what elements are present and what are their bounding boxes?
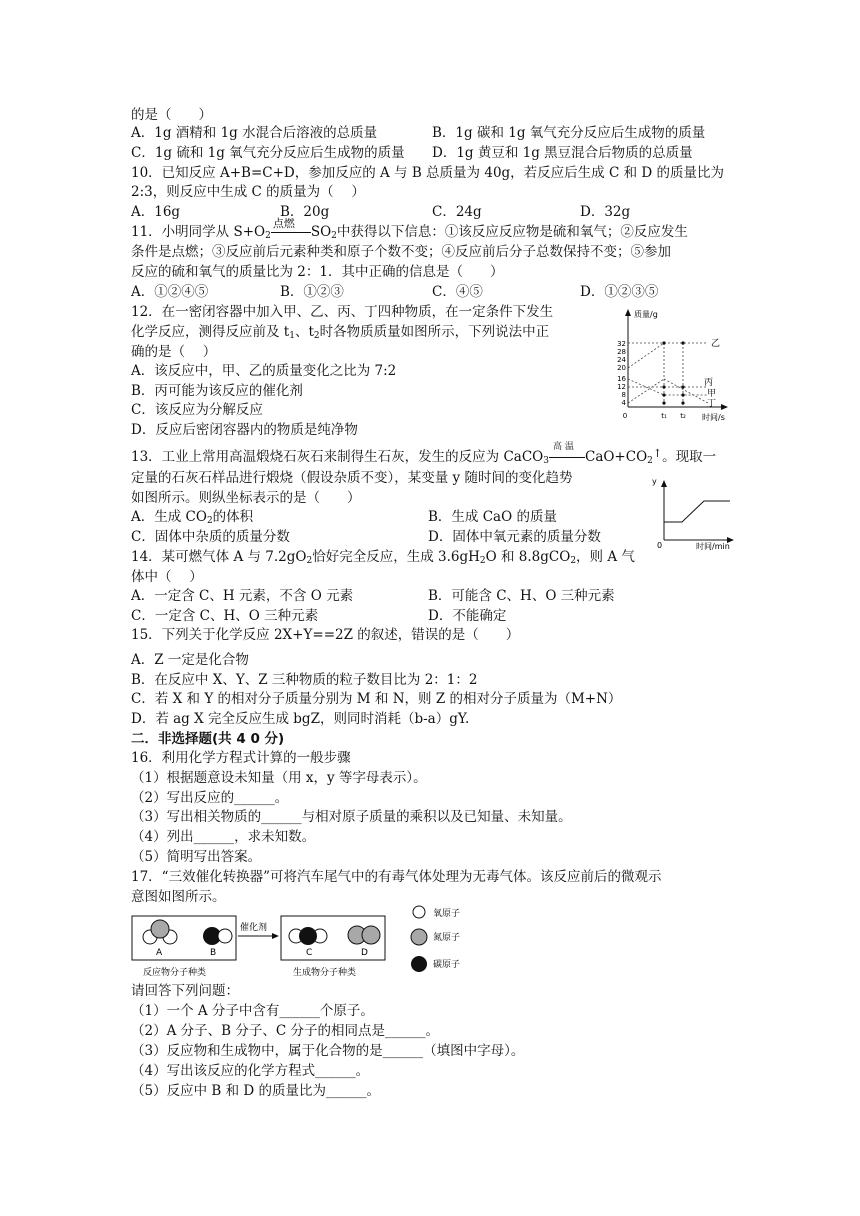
q14-text-d: ，则 A 气 xyxy=(576,549,635,565)
q13-trend-chart xyxy=(652,474,740,550)
q12-ytick-4: 4 xyxy=(621,399,626,407)
q12-label-jia: 甲 xyxy=(707,389,717,399)
q12-point-bing-t1 xyxy=(662,385,665,388)
q12-option-b[interactable]: B．丙可能为该反应的催化剂 xyxy=(131,383,303,399)
q10-option-c[interactable]: C．24g xyxy=(432,204,482,220)
q17-sub-1[interactable]: （1）一个 A 分子中含有______个原子。 xyxy=(131,1003,374,1019)
q17-label-b: B xyxy=(210,948,217,958)
q12-label-yi: 乙 xyxy=(711,339,721,349)
q17-sub-3[interactable]: （3）反应物和生成物中，属于化合物的是______（填图中字母）。 xyxy=(131,1043,525,1059)
q12-label-ding: 丁 xyxy=(707,399,717,409)
q11-text-a: 11．小明同学从 S+O xyxy=(131,224,266,240)
q17-caption-right: 生成物分子种类 xyxy=(293,968,357,978)
q12-mass-chart xyxy=(612,305,732,427)
q11-sub2: 2 xyxy=(331,231,337,241)
q17-molecule-b xyxy=(203,927,232,945)
q11-option-c[interactable]: C．④⑤ xyxy=(432,284,483,300)
q14-option-c[interactable]: C．一定含 C、H、O 三种元素 xyxy=(131,608,319,624)
q14-text-b: 恰好完全反应，生成 3.6gH xyxy=(312,549,480,565)
q11-option-d[interactable]: D．①②③⑤ xyxy=(580,284,659,300)
q13-condition-text: 高 温 xyxy=(552,442,574,452)
q11-condition-arrow xyxy=(271,217,311,241)
q17-legend-nitrogen: 氮原子 xyxy=(433,933,461,943)
q13-text-c: 。现取一 xyxy=(662,449,717,465)
q9-option-d[interactable]: D．1g 黄豆和 1g 黑豆混合后物质的总质量 xyxy=(432,145,693,161)
q17-molecule-c xyxy=(289,927,327,945)
q10-stem-line2: 2:3，则反应中生成 C 的质量为（ ） xyxy=(131,184,365,200)
q11-text-b: SO xyxy=(310,224,332,240)
q14-sub-h2: 2 xyxy=(479,556,486,566)
q12-ytick-32: 32 xyxy=(617,340,626,348)
q12-ytick-12: 12 xyxy=(617,383,626,391)
q16-step-5: （5）简明写出答案。 xyxy=(131,849,262,865)
q14-option-b[interactable]: B．可能含 C、H、O 三种元素 xyxy=(428,588,615,604)
q12-text-c: 时各物质质量如图所示，下列说法中正 xyxy=(319,324,550,340)
q12-text-b: 、t xyxy=(294,324,314,340)
q14-sub-o2: 2 xyxy=(306,556,313,566)
q17-label-a: A xyxy=(156,948,163,958)
q14-stem-line1 xyxy=(131,548,635,570)
q14-text-c: O 和 8.8gCO xyxy=(485,549,571,565)
q13-stem-line2: 定量的石灰石样品进行煅烧（假设杂质不变），某变量 y 随时间的变化趋势 xyxy=(131,470,573,486)
q16-step-1: （1）根据题意设未知量（用 x，y 等字母表示）。 xyxy=(131,770,427,786)
q12-point-jia-t2 xyxy=(681,393,684,396)
q12-option-a[interactable]: A．该反应中，甲、乙的质量变化之比为 7:2 xyxy=(131,363,397,379)
q12-stem-line2 xyxy=(131,323,549,345)
q12-xtick-t1: t₁ xyxy=(661,412,667,420)
q17-molecule-a xyxy=(143,920,177,944)
q12-sub2: 2 xyxy=(313,331,320,341)
q17-legend-oxygen: 氧原子 xyxy=(433,909,461,919)
q12-ytick-20: 20 xyxy=(617,364,626,372)
q17-stem-line2: 意图如图所示。 xyxy=(131,889,226,905)
q13-trend-line xyxy=(664,501,730,522)
q11-stem-line2: 条件是点燃；③反应前后元素种类和原子个数不变；④反应前后分子总数保持不变；⑤参加 xyxy=(131,244,671,260)
q17-label-c: C xyxy=(306,948,313,958)
q11-stem-line1 xyxy=(131,217,688,245)
q12-point-yi-t2 xyxy=(681,341,684,344)
q14-option-a[interactable]: A．一定含 C、H 元素，不含 O 元素 xyxy=(131,588,354,604)
q17-molecule-d xyxy=(348,926,380,944)
q9-option-a[interactable]: A．1g 酒精和 1g 水混合后溶液的总质量 xyxy=(131,125,378,141)
q14-text-a: 14．某可燃气体 A 与 7.2gO xyxy=(131,549,307,565)
q17-sub-2[interactable]: （2）A 分子、B 分子、C 分子的相同点是______。 xyxy=(131,1023,439,1039)
q14-stem-line2: 体中（ ） xyxy=(131,569,203,585)
q15-option-a[interactable]: A．Z 一定是化合物 xyxy=(131,652,249,668)
q17-label-d: D xyxy=(361,948,368,958)
q17-catalyst-label: 催化剂 xyxy=(240,923,268,933)
q12-point-bing-t2 xyxy=(681,385,684,388)
q16-step-3[interactable]: （3）写出相关物质的______与相对原子质量的乘积以及已知量、未知量。 xyxy=(131,809,572,825)
q9-option-c[interactable]: C．1g 硫和 1g 氧气充分反应后生成物的质量 xyxy=(131,145,405,161)
q13-sub3: 3 xyxy=(543,456,549,466)
q17-sub-4[interactable]: （4）写出该反应的化学方程式______。 xyxy=(131,1063,370,1079)
q12-xtick-0: 0 xyxy=(622,412,628,420)
q13-stem-line1 xyxy=(131,442,717,470)
q17-legend-oxygen-icon xyxy=(413,906,425,918)
q11-sub: 2 xyxy=(265,231,271,241)
q17-caption-left: 反应物分子种类 xyxy=(143,968,207,978)
section-two-heading: 二．非选择题(共 4 0 分) xyxy=(131,731,285,747)
q15-option-b[interactable]: B．在反应中 X、Y、Z 三种物质的粒子数目比为 2：1：2 xyxy=(131,672,478,688)
q13-a-text: A．生成 CO xyxy=(131,509,207,525)
q17-legend-carbon: 碳原子 xyxy=(433,960,461,970)
q13-xlabel: 时间/min xyxy=(696,542,730,550)
q9-option-b[interactable]: B．1g 碳和 1g 氧气充分反应后生成物的质量 xyxy=(432,125,706,141)
q11-option-b[interactable]: B．①②③ xyxy=(280,284,344,300)
q17-sub-5[interactable]: （5）反应中 B 和 D 的质量比为______。 xyxy=(131,1083,380,1099)
q16-step-2[interactable]: （2）写出反应的______。 xyxy=(131,790,289,806)
q12-point-jia-t1 xyxy=(662,393,665,396)
q17-ask: 请回答下列问题： xyxy=(131,983,239,999)
q17-legend-nitrogen-icon xyxy=(411,929,427,945)
q10-option-a[interactable]: A．16g xyxy=(131,204,181,220)
q13-text-b: CaO+CO xyxy=(584,449,648,465)
q12-stem-line3: 确的是（ ） xyxy=(131,344,217,360)
q13-sub2: 2 xyxy=(647,456,653,466)
q12-option-d[interactable]: D．反应后密闭容器内的物质是纯净物 xyxy=(131,422,358,438)
q12-ytick-8: 8 xyxy=(621,391,626,399)
q13-origin: 0 xyxy=(657,541,663,550)
q14-option-d[interactable]: D．不能确定 xyxy=(428,608,507,624)
q11-text-c: 中获得以下信息：①该反应反应物是硫和氧气；②反应发生 xyxy=(336,224,688,240)
q11-option-a[interactable]: A．①②④⑤ xyxy=(131,284,209,300)
q12-xtick-t2: t₂ xyxy=(680,412,686,420)
q12-point-ding-t1 xyxy=(662,401,665,404)
q9-stem-tail: 的是（ ） xyxy=(131,107,212,123)
q12-ytick-28: 28 xyxy=(617,348,626,356)
q12-point-yi-t1 xyxy=(662,341,665,344)
q17-molecule-diagram xyxy=(131,905,486,981)
q12-label-bing: 丙 xyxy=(704,378,714,388)
q13-a-text2: 的体积 xyxy=(212,509,254,525)
q12-ylabel: 质量/g xyxy=(634,310,658,319)
q12-xlabel: 时间/s xyxy=(702,413,725,422)
q13-stem-line3: 如图所示。则纵坐标表示的是（ ） xyxy=(131,490,361,506)
q12-ytick-24: 24 xyxy=(617,356,626,364)
q17-stem-line1: 17．“三效催化转换器”可将汽车尾气中的有毒气体处理为无毒气体。该反应前后的微观示 xyxy=(131,869,662,885)
q11-condition-text: 点燃 xyxy=(272,217,295,230)
q15-stem: 15．下列关于化学反应 2X+Y==2Z 的叙述，错误的是（ ） xyxy=(131,627,520,643)
q13-ylabel: y xyxy=(652,477,657,486)
q13-gas-arrow: ↑ xyxy=(652,447,663,460)
q16-step-4[interactable]: （4）列出______，求未知数。 xyxy=(131,829,316,845)
q10-stem-line1: 10．已知反应 A+B=C+D，参加反应的 A 与 B 总质量为 40g，若反应后生成 C 和 D 的质量比为 xyxy=(131,165,724,181)
q10-option-b[interactable]: B．20g xyxy=(280,204,330,220)
q11-stem-line3: 反应的硫和氧气的质量比为 2：1．其中正确的信息是（ ） xyxy=(131,264,504,280)
q13-option-b[interactable]: B．生成 CaO 的质量 xyxy=(428,509,557,525)
q13-option-a[interactable] xyxy=(131,508,253,530)
q12-option-c[interactable]: C．该反应为分解反应 xyxy=(131,402,263,418)
q15-option-c[interactable]: C．若 X 和 Y 的相对分子质量分别为 M 和 N，则 Z 的相对分子质量为（M+N） xyxy=(131,691,622,707)
q12-ytick-16: 16 xyxy=(617,375,626,383)
q16-stem: 16．利用化学方程式计算的一般步骤 xyxy=(131,750,351,766)
q12-stem-line1: 12．在一密闭容器中加入甲、乙、丙、丁四种物质，在一定条件下发生 xyxy=(131,304,554,320)
q13-option-d[interactable]: D．固体中氧元素的质量分数 xyxy=(428,529,601,545)
q12-text-a: 化学反应，测得反应前及 t xyxy=(131,324,290,340)
q13-a-sub: 2 xyxy=(206,516,213,526)
q17-legend-carbon-icon xyxy=(411,956,427,972)
q13-text-a: 13．工业上常用高温煅烧石灰石来制得生石灰，发生的反应为 CaCO xyxy=(131,449,544,465)
q15-option-d[interactable]: D．若 ag X 完全反应生成 bgZ，则同时消耗（b-a）gY. xyxy=(131,711,470,727)
q10-option-d[interactable]: D．32g xyxy=(580,204,631,220)
q12-sub1: 1 xyxy=(289,331,295,341)
q13-condition-arrow xyxy=(549,442,585,466)
q12-point-ding-t2 xyxy=(681,401,684,404)
q13-option-c[interactable]: C．固体中杂质的质量分数 xyxy=(131,529,290,545)
q14-sub-co2: 2 xyxy=(570,556,577,566)
